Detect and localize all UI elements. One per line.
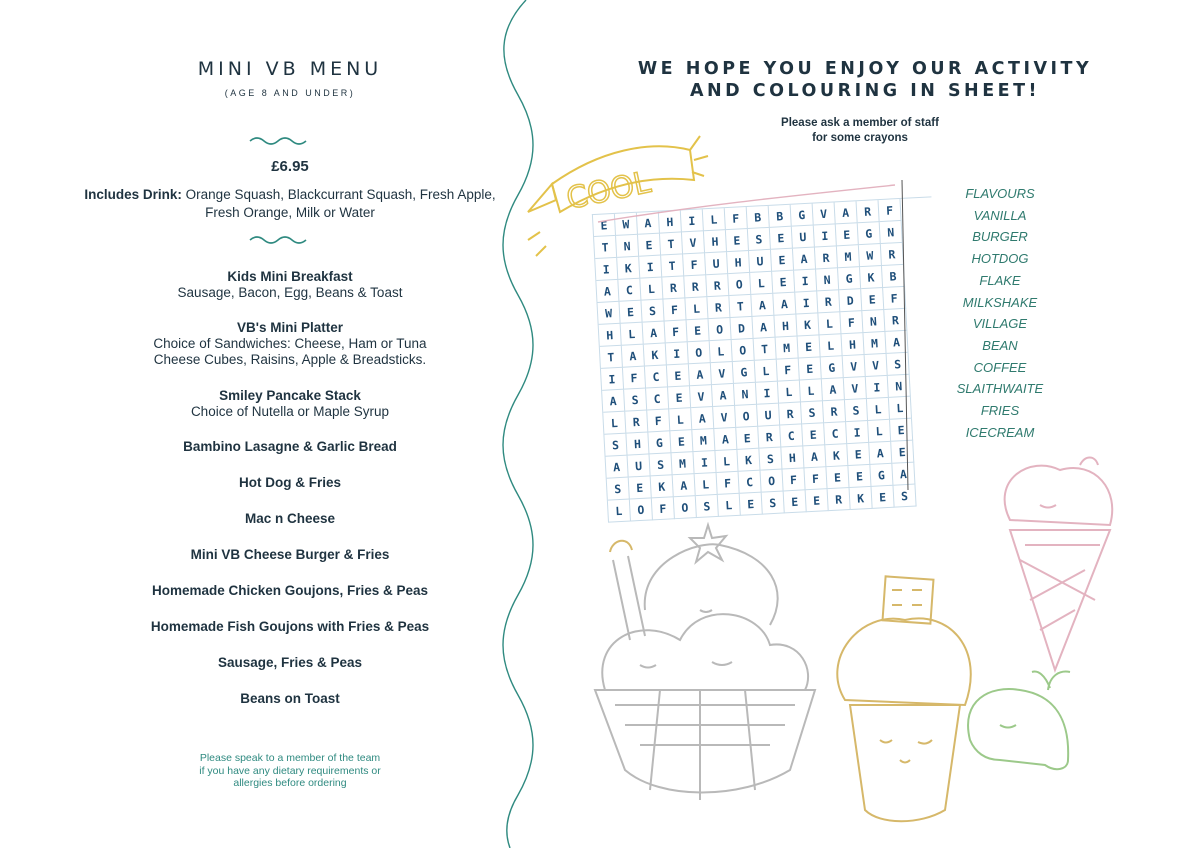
wave-divider-icon	[249, 232, 309, 244]
grid-cell: G	[648, 431, 671, 454]
activity-title-line: AND COLOURING IN SHEET!	[689, 81, 1041, 101]
menu-item-desc: Sausage, Bacon, Egg, Beans & Toast	[177, 285, 403, 300]
grid-cell: F	[717, 472, 740, 495]
grid-cell: L	[889, 397, 912, 420]
grid-cell: F	[647, 409, 670, 432]
grid-cell: E	[890, 419, 913, 442]
word-search-grid	[592, 196, 948, 522]
grid-cell: C	[824, 422, 847, 445]
grid-cell: E	[806, 489, 829, 512]
grid-cell: A	[689, 363, 712, 386]
grid-cell: F	[663, 298, 686, 321]
grid-cell: I	[639, 256, 662, 279]
grid-cell: L	[695, 473, 718, 496]
grid-cell: A	[803, 445, 826, 468]
grid-cell: K	[617, 257, 640, 280]
grid-cell: A	[691, 407, 714, 430]
grid-cell: D	[730, 317, 753, 340]
grid-cell: R	[823, 400, 846, 423]
menu-item-desc: Cheese Cubes, Raisins, Apple & Breadsticks.	[153, 352, 427, 367]
wave-divider-icon	[249, 133, 309, 145]
grid-cell: E	[619, 301, 642, 324]
grid-cell: E	[670, 430, 693, 453]
grid-cell: L	[867, 398, 890, 421]
grid-cell: V	[682, 231, 705, 254]
grid-cell: N	[862, 310, 885, 333]
grid-cell: U	[749, 250, 772, 273]
grid-cell: O	[732, 339, 755, 362]
grid-cell: N	[616, 235, 639, 258]
grid-cell: F	[777, 358, 800, 381]
grid-cell: L	[621, 323, 644, 346]
menu-item	[60, 547, 520, 563]
grid-cell: E	[687, 319, 710, 342]
grid-cell: L	[603, 412, 626, 435]
word-list-item: HOTDOG	[971, 251, 1029, 267]
grid-cell: M	[692, 429, 715, 452]
ice-cream-cone-icon	[1005, 458, 1113, 671]
grid-cell: F	[840, 311, 863, 334]
grid-cell: L	[818, 312, 841, 335]
grid-cell: E	[861, 288, 884, 311]
menu-item-name: Bambino Lasagne & Garlic Bread	[183, 439, 397, 454]
grid-cell: I	[601, 368, 624, 391]
grid-cell: F	[665, 320, 688, 343]
grid-cell: V	[865, 354, 888, 377]
grid-cell: W	[598, 302, 621, 325]
menu-item-desc: Choice of Nutella or Maple Syrup	[190, 404, 390, 419]
grid-cell: A	[885, 331, 908, 354]
grid-cell: O	[709, 318, 732, 341]
grid-cell: F	[652, 497, 675, 520]
menu-item-name: Homemade Chicken Goujons, Fries & Peas	[151, 583, 429, 598]
grid-cell: L	[750, 272, 773, 295]
grid-cell: S	[607, 478, 630, 501]
grid-cell: E	[770, 227, 793, 250]
dietary-note-line: Please speak to a member of the team	[199, 752, 381, 764]
grid-cell: S	[748, 228, 771, 251]
crayons-note	[730, 116, 990, 146]
menu-title: MINI VB MENU	[197, 58, 383, 80]
grid-cell: E	[638, 234, 661, 257]
grid-cell: R	[779, 402, 802, 425]
dietary-note	[60, 752, 520, 790]
grid-cell: S	[650, 453, 673, 476]
grid-cell: G	[870, 464, 893, 487]
grid-cell: K	[737, 449, 760, 472]
grid-cell: V	[713, 406, 736, 429]
grid-cell: A	[869, 442, 892, 465]
grid-cell: U	[792, 226, 815, 249]
word-list-item: ICECREAM	[965, 424, 1035, 440]
grid-cell: N	[888, 375, 911, 398]
grid-cell: E	[784, 490, 807, 513]
grid-cell: A	[752, 316, 775, 339]
grid-cell: H	[704, 230, 727, 253]
grid-cell: G	[791, 204, 814, 227]
grid-cell: K	[644, 343, 667, 366]
crayons-note-line: for some crayons	[812, 132, 908, 144]
grid-cell: E	[771, 249, 794, 272]
word-search	[592, 196, 948, 533]
grid-cell: B	[769, 205, 792, 228]
grid-cell: R	[817, 290, 840, 313]
menu-item	[60, 388, 520, 420]
grid-cell: S	[887, 353, 910, 376]
grid-cell: A	[596, 280, 619, 303]
grid-cell: S	[624, 389, 647, 412]
grid-cell: I	[814, 224, 837, 247]
grid-cell: L	[718, 494, 741, 517]
grid-cell: U	[628, 454, 651, 477]
grid-cell: S	[641, 299, 664, 322]
grid-cell: I	[756, 382, 779, 405]
dietary-note-line: allergies before ordering	[233, 777, 347, 789]
grid-cell: K	[860, 266, 883, 289]
wavy-divider-icon	[488, 0, 558, 848]
grid-cell: E	[726, 229, 749, 252]
grid-cell: L	[703, 208, 726, 231]
grid-cell: S	[845, 399, 868, 422]
grid-cell: L	[710, 340, 733, 363]
menu-item-name: Sausage, Fries & Peas	[217, 655, 363, 670]
grid-cell: R	[706, 274, 729, 297]
grid-cell: L	[820, 334, 843, 357]
word-list-item: MILKSHAKE	[962, 294, 1038, 310]
menu-item	[60, 269, 520, 301]
grid-cell: U	[757, 404, 780, 427]
grid-cell: I	[866, 376, 889, 399]
grid-cell: I	[693, 451, 716, 474]
grid-cell: A	[637, 212, 660, 235]
grid-cell: E	[802, 423, 825, 446]
grid-cell: A	[822, 378, 845, 401]
grid-cell: C	[739, 471, 762, 494]
grid-cell: T	[754, 338, 777, 361]
grid-cell: R	[662, 276, 685, 299]
muffin-icon	[837, 576, 970, 821]
grid-cell: O	[674, 496, 697, 519]
grid-cell: F	[782, 468, 805, 491]
grid-cell: A	[673, 474, 696, 497]
grid-cell: R	[815, 246, 838, 269]
grid-cell: E	[891, 441, 914, 464]
grid-cell: H	[774, 315, 797, 338]
grid-cell: E	[872, 486, 895, 509]
grid-cell: V	[813, 202, 836, 225]
menu-item	[60, 511, 520, 527]
menu-item-name: VB's Mini Platter	[237, 320, 343, 335]
grid-cell: L	[800, 379, 823, 402]
grid-cell: A	[892, 463, 915, 486]
word-list-item: VANILLA	[973, 207, 1027, 223]
grid-cell: O	[735, 405, 758, 428]
grid-cell: F	[623, 367, 646, 390]
grid-cell: V	[711, 362, 734, 385]
grid-cell: L	[755, 360, 778, 383]
grid-cell: E	[799, 357, 822, 380]
grid-cell: E	[667, 364, 690, 387]
grid-cell: L	[669, 408, 692, 431]
grid-cell: R	[684, 275, 707, 298]
grid-cell: E	[629, 476, 652, 499]
grid-cell: T	[661, 254, 684, 277]
grid-cell: C	[780, 424, 803, 447]
grid-cell: N	[816, 268, 839, 291]
grid-cell: E	[848, 465, 871, 488]
grid-cell: R	[625, 410, 648, 433]
grid-cell: M	[837, 245, 860, 268]
grid-cell: S	[801, 401, 824, 424]
grid-cell: I	[666, 342, 689, 365]
grid-cell: V	[690, 385, 713, 408]
drink-options: Orange Squash, Blackcurrant Squash, Fresh Apple, Fresh Orange, Milk or Water	[181, 187, 496, 220]
grid-cell: S	[759, 448, 782, 471]
word-list-item: FLAKE	[979, 272, 1021, 288]
grid-cell: E	[736, 427, 759, 450]
word-list	[940, 183, 1060, 443]
grid-cell: L	[778, 380, 801, 403]
menu-item	[60, 655, 520, 671]
menu-item	[60, 619, 520, 635]
grid-cell: E	[798, 335, 821, 358]
grid-cell: C	[646, 387, 669, 410]
grid-cell: A	[606, 456, 629, 479]
grid-cell: E	[772, 271, 795, 294]
grid-cell: S	[696, 495, 719, 518]
grid-cell: H	[659, 210, 682, 233]
grid-cell: E	[593, 214, 616, 237]
grid-cell: F	[879, 199, 902, 222]
grid-cell: I	[681, 209, 704, 232]
menu-item-name: Beans on Toast	[240, 691, 340, 706]
grid-cell: S	[604, 434, 627, 457]
grid-cell: R	[707, 296, 730, 319]
word-list-item: BEAN	[982, 337, 1018, 353]
menu-item	[60, 475, 520, 491]
grid-cell: E	[668, 386, 691, 409]
grid-cell: L	[608, 500, 631, 523]
menu-item	[60, 691, 520, 707]
word-list-item: COFFEE	[973, 359, 1027, 375]
grid-cell: W	[859, 244, 882, 267]
grid-cell: K	[825, 444, 848, 467]
menu-item-name: Mac n Cheese	[244, 511, 336, 526]
grid-cell: L	[640, 278, 663, 301]
grid-cell: A	[602, 390, 625, 413]
grid-cell: F	[883, 287, 906, 310]
grid-cell: K	[796, 313, 819, 336]
menu-item	[60, 439, 520, 455]
grid-cell: B	[747, 206, 770, 229]
grid-cell: E	[826, 466, 849, 489]
word-list-item: VILLAGE	[972, 316, 1028, 332]
menu-item-desc: Choice of Sandwiches: Cheese, Ham or Tuna	[153, 336, 427, 351]
drink-label: Includes Drink:	[84, 187, 182, 202]
grid-cell: S	[762, 491, 785, 514]
grid-cell: A	[793, 247, 816, 270]
grid-cell: U	[705, 252, 728, 275]
kids-menu	[60, 0, 520, 848]
menu-item-name: Smiley Pancake Stack	[219, 388, 361, 403]
grid-cell: I	[846, 421, 869, 444]
grid-cell: A	[643, 321, 666, 344]
grid-cell: R	[884, 309, 907, 332]
grid-cell: T	[729, 295, 752, 318]
grid-cell: D	[839, 289, 862, 312]
grid-cell: L	[715, 450, 738, 473]
grid-cell: E	[740, 493, 763, 516]
grid-cell: H	[781, 446, 804, 469]
grid-cell: A	[835, 201, 858, 224]
grid-cell: K	[651, 475, 674, 498]
grid-cell: O	[761, 469, 784, 492]
grid-cell: F	[725, 207, 748, 230]
grid-cell: L	[685, 297, 708, 320]
grid-cell: E	[847, 443, 870, 466]
grid-cell: K	[850, 487, 873, 510]
menu-item-name: Kids Mini Breakfast	[227, 269, 353, 284]
grid-cell: A	[714, 428, 737, 451]
grid-cell: M	[776, 337, 799, 360]
grid-cell: G	[858, 222, 881, 245]
word-list-item: SLAITHWAITE	[956, 381, 1044, 397]
grid-cell: V	[844, 377, 867, 400]
grid-cell: R	[758, 426, 781, 449]
grid-cell: F	[683, 253, 706, 276]
grid-cell: T	[660, 232, 683, 255]
grid-cell: O	[728, 273, 751, 296]
sundae-icon	[595, 525, 815, 800]
banner-text: COOL	[563, 164, 654, 217]
grid-cell: M	[671, 452, 694, 475]
menu-subtitle: (AGE 8 AND UNDER)	[224, 88, 356, 98]
word-list-item: FRIES	[980, 403, 1020, 419]
grid-cell: I	[595, 258, 618, 281]
grid-cell: W	[615, 213, 638, 236]
included-drinks	[80, 186, 500, 222]
word-list-item: FLAVOURS	[965, 186, 1035, 201]
grid-cell: E	[836, 223, 859, 246]
grid-cell: M	[863, 332, 886, 355]
grid-cell: A	[712, 384, 735, 407]
grid-cell: R	[828, 488, 851, 511]
menu-item	[60, 320, 520, 368]
grid-cell: F	[804, 467, 827, 490]
grid-cell: N	[880, 221, 903, 244]
activity-title	[600, 58, 1130, 102]
grid-cell: H	[841, 333, 864, 356]
ghost-icon	[968, 672, 1070, 770]
word-list-item: BURGER	[972, 229, 1028, 245]
grid-cell: A	[751, 294, 774, 317]
grid-cell: I	[794, 269, 817, 292]
menu-item-name: Mini VB Cheese Burger & Fries	[190, 547, 390, 562]
grid-cell: A	[622, 345, 645, 368]
menu-item-name: Homemade Fish Goujons with Fries & Peas	[150, 619, 430, 634]
grid-cell: C	[645, 365, 668, 388]
grid-cell: H	[599, 324, 622, 347]
grid-cell: V	[843, 355, 866, 378]
grid-cell: I	[795, 291, 818, 314]
grid-cell: H	[727, 251, 750, 274]
grid-cell: T	[600, 346, 623, 369]
grid-cell: T	[594, 236, 617, 259]
grid-cell: C	[618, 279, 641, 302]
grid-cell: R	[881, 243, 904, 266]
grid-cell: N	[734, 383, 757, 406]
grid-cell: S	[893, 485, 916, 508]
menu-item-name: Hot Dog & Fries	[238, 475, 341, 490]
grid-cell: O	[688, 341, 711, 364]
grid-cell: O	[630, 498, 653, 521]
grid-cell: G	[838, 267, 861, 290]
grid-cell: B	[882, 265, 905, 288]
dietary-note-line: if you have any dietary requirements or	[199, 764, 381, 777]
crayons-note-line: Please ask a member of staff	[781, 117, 939, 129]
grid-cell: L	[868, 420, 891, 443]
grid-cell: A	[773, 293, 796, 316]
menu-price: £6.95	[271, 158, 309, 175]
grid-cell: G	[821, 356, 844, 379]
grid-cell: G	[733, 361, 756, 384]
menu-item	[60, 583, 520, 599]
grid-cell: R	[857, 200, 880, 223]
activity-title-line: WE HOPE YOU ENJOY OUR ACTIVITY	[637, 59, 1093, 79]
grid-cell: H	[626, 432, 649, 455]
